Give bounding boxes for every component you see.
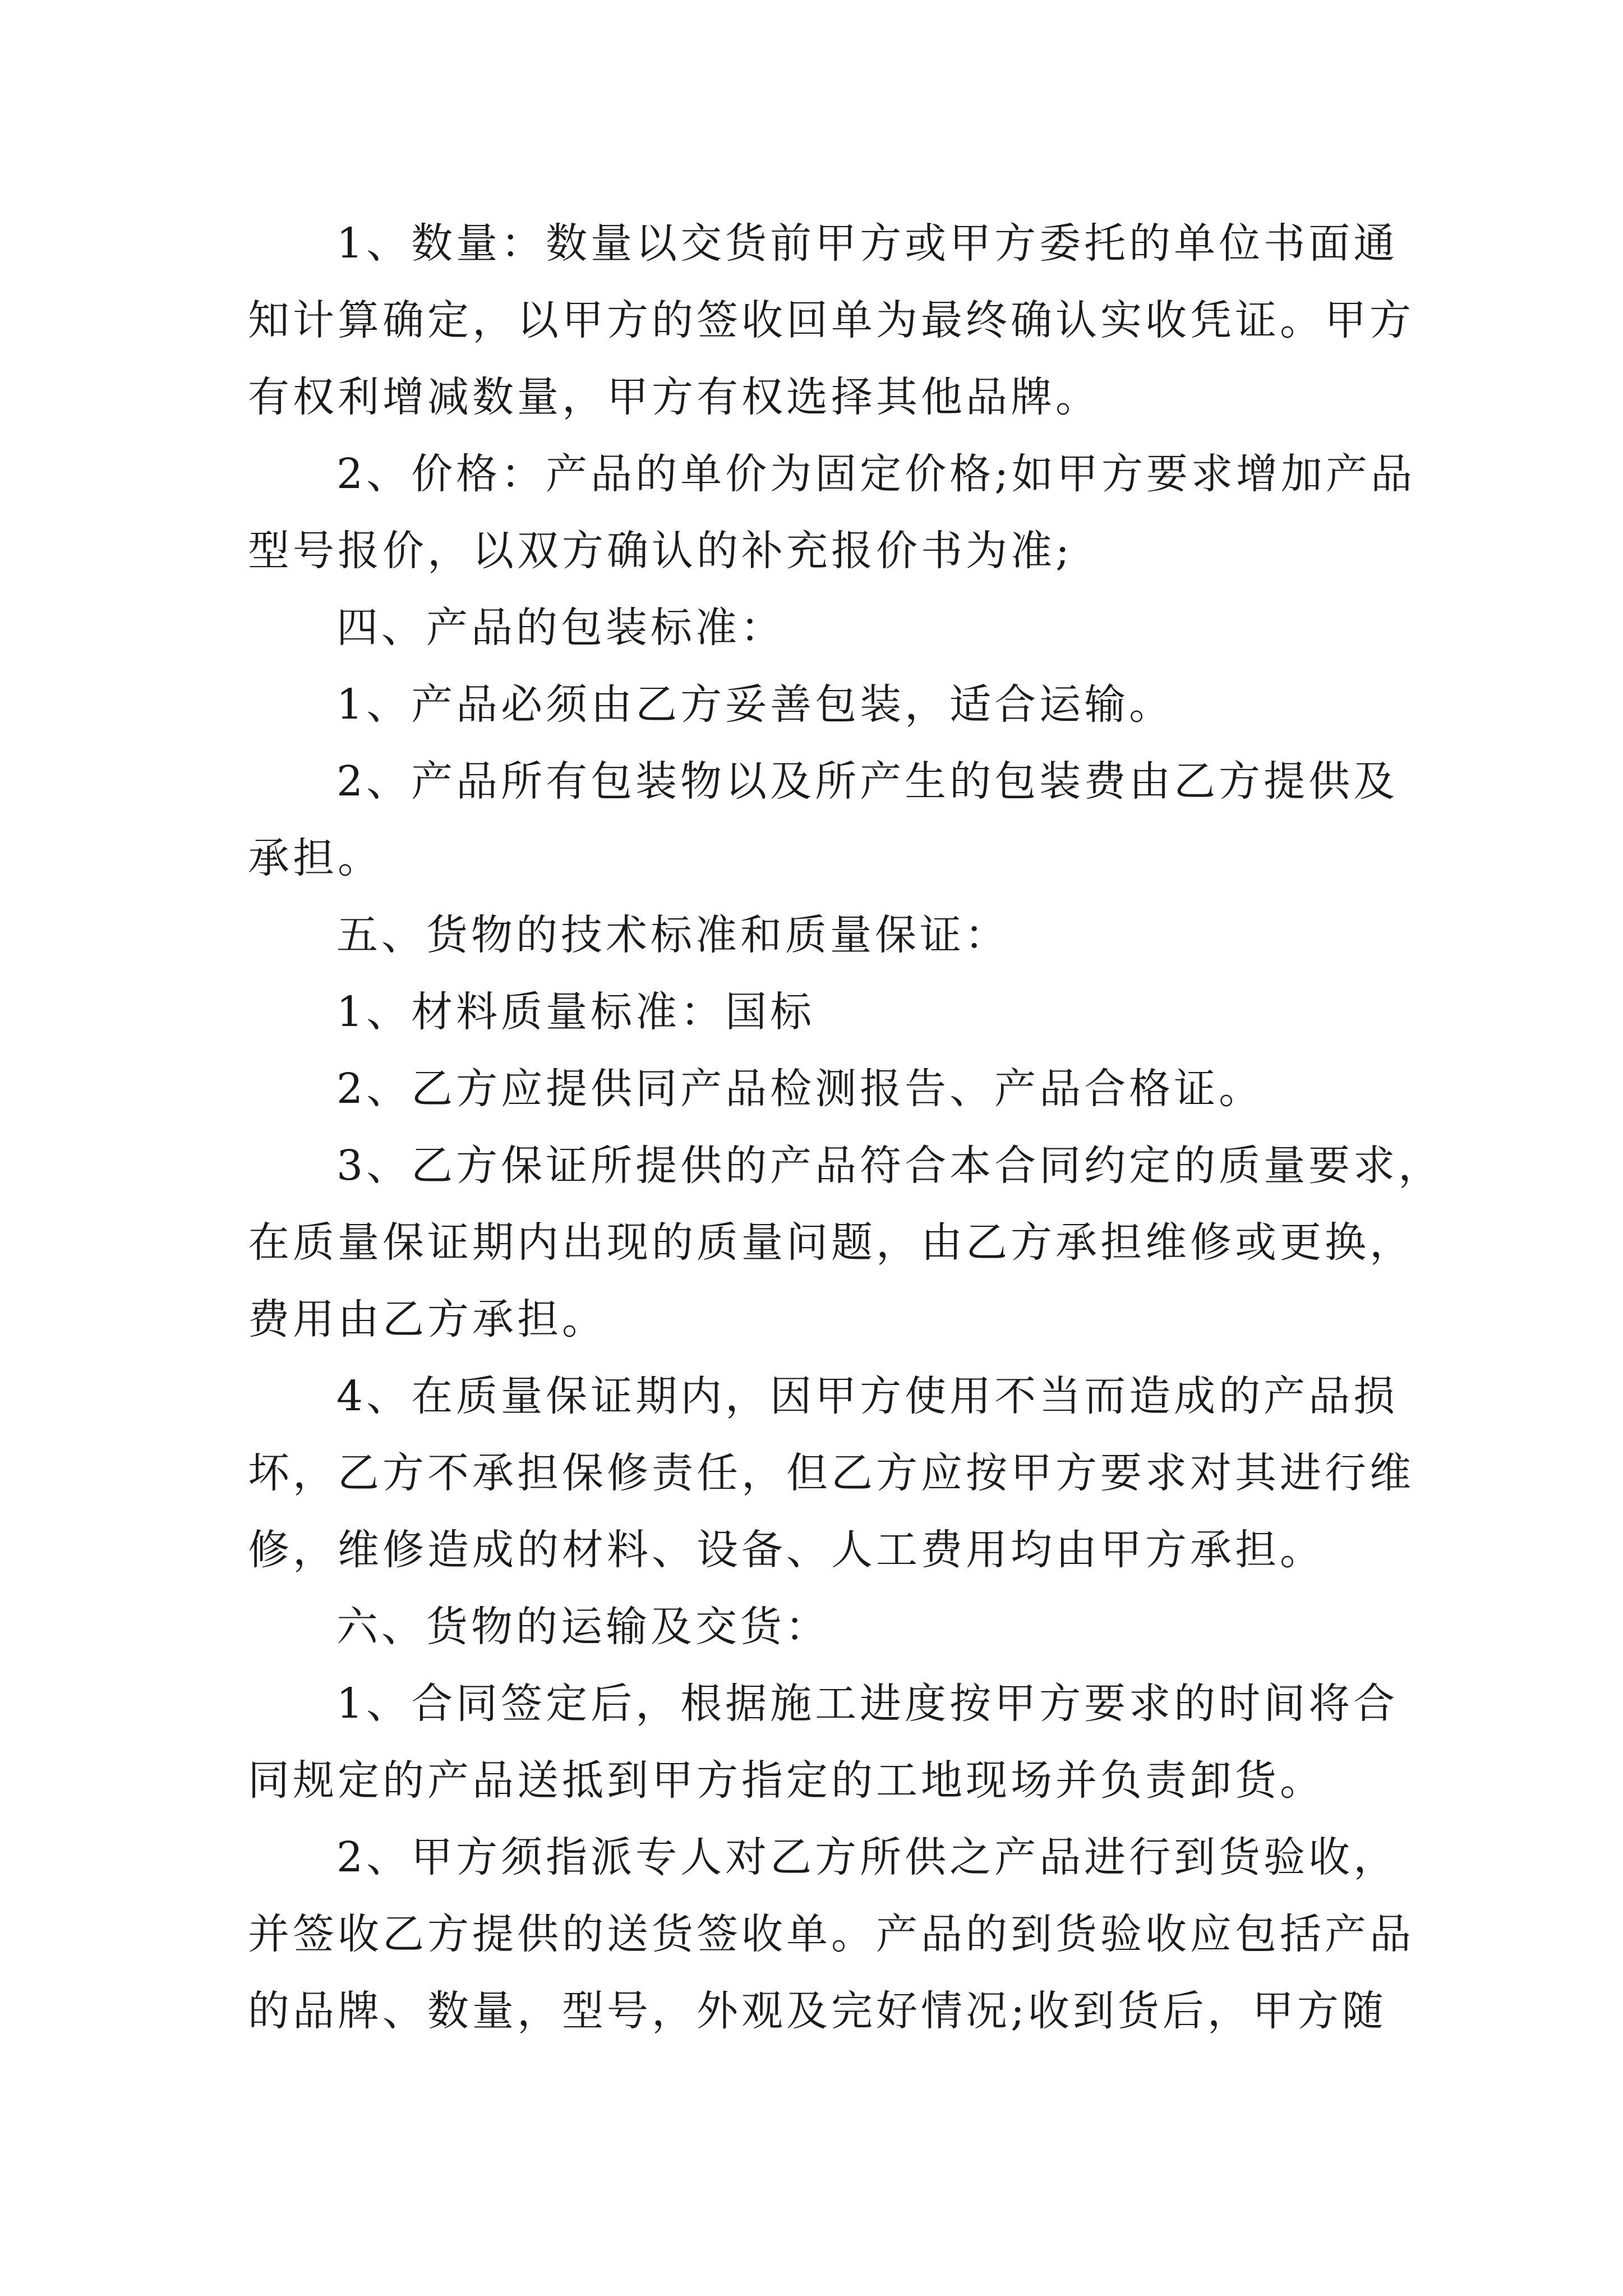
text-line: 知计算确定，以甲方的签收回单为最终确认实收凭证。甲方 — [248, 296, 1414, 344]
document-body — [248, 205, 1444, 2050]
text-line: 承担。 — [248, 834, 382, 882]
text-line: 2、甲方须指派专人对乙方所供之产品进行到货验收， — [336, 1833, 1399, 1881]
text-line: 四、产品的包装标准： — [336, 604, 785, 652]
paragraph-packaging-1 — [248, 666, 1386, 743]
text-line: 并签收乙方提供的送货签收单。产品的到货验收应包括产品 — [248, 1910, 1414, 1958]
text-line: 3、乙方保证所提供的产品符合本合同约定的质量要求， — [336, 1142, 1444, 1190]
text-line: 坏，乙方不承担保修责任，但乙方应按甲方要求对其进行维 — [248, 1449, 1414, 1497]
text-line: 修，维修造成的材料、设备、人工费用均由甲方承担。 — [248, 1526, 1325, 1574]
text-line: 1、材料质量标准：国标 — [336, 988, 815, 1036]
text-line: 六、货物的运输及交货： — [336, 1603, 830, 1651]
paragraph-quality-4 — [248, 1358, 1414, 1589]
text-line: 的品牌、数量，型号，外观及完好情况;收到货后，甲方随 — [248, 1987, 1387, 2035]
text-line: 型号报价，以双方确认的补充报价书为准; — [248, 527, 1073, 575]
text-line: 1、产品必须由乙方妥善包装，适合运输。 — [336, 680, 1174, 729]
paragraph-delivery-2 — [248, 1819, 1414, 2050]
text-line: 同规定的产品送抵到甲方指定的工地现场并负责卸货。 — [248, 1756, 1325, 1805]
paragraph-quality-3 — [248, 1128, 1444, 1358]
section-heading-quality — [248, 897, 1386, 974]
paragraph-quality-1 — [248, 974, 1386, 1051]
text-line: 在质量保证期内出现的质量问题，由乙方承担维修或更换， — [248, 1218, 1414, 1267]
paragraph-quality-2 — [248, 1051, 1386, 1128]
paragraph-packaging-2 — [248, 743, 1399, 897]
paragraph-quantity — [248, 205, 1414, 436]
text-line: 1、合同签定后，根据施工进度按甲方要求的时间将合 — [336, 1680, 1399, 1728]
text-line: 有权利增减数量，甲方有权选择其他品牌。 — [248, 373, 1100, 421]
text-line: 4、在质量保证期内，因甲方使用不当而造成的产品损 — [336, 1372, 1399, 1420]
text-line: 2、价格：产品的单价为固定价格;如甲方要求增加产品 — [336, 450, 1416, 498]
text-line: 2、乙方应提供同产品检测报告、产品合格证。 — [336, 1065, 1264, 1113]
paragraph-delivery-1 — [248, 1665, 1399, 1819]
text-line: 五、货物的技术标准和质量保证： — [336, 911, 1009, 959]
paragraph-price — [248, 436, 1416, 590]
text-line: 费用由乙方承担。 — [248, 1295, 607, 1343]
section-heading-delivery — [248, 1589, 1386, 1665]
text-line: 2、产品所有包装物以及所产生的包装费由乙方提供及 — [336, 757, 1399, 806]
section-heading-packaging — [248, 590, 1386, 666]
text-line: 1、数量：数量以交货前甲方或甲方委托的单位书面通 — [336, 219, 1399, 268]
